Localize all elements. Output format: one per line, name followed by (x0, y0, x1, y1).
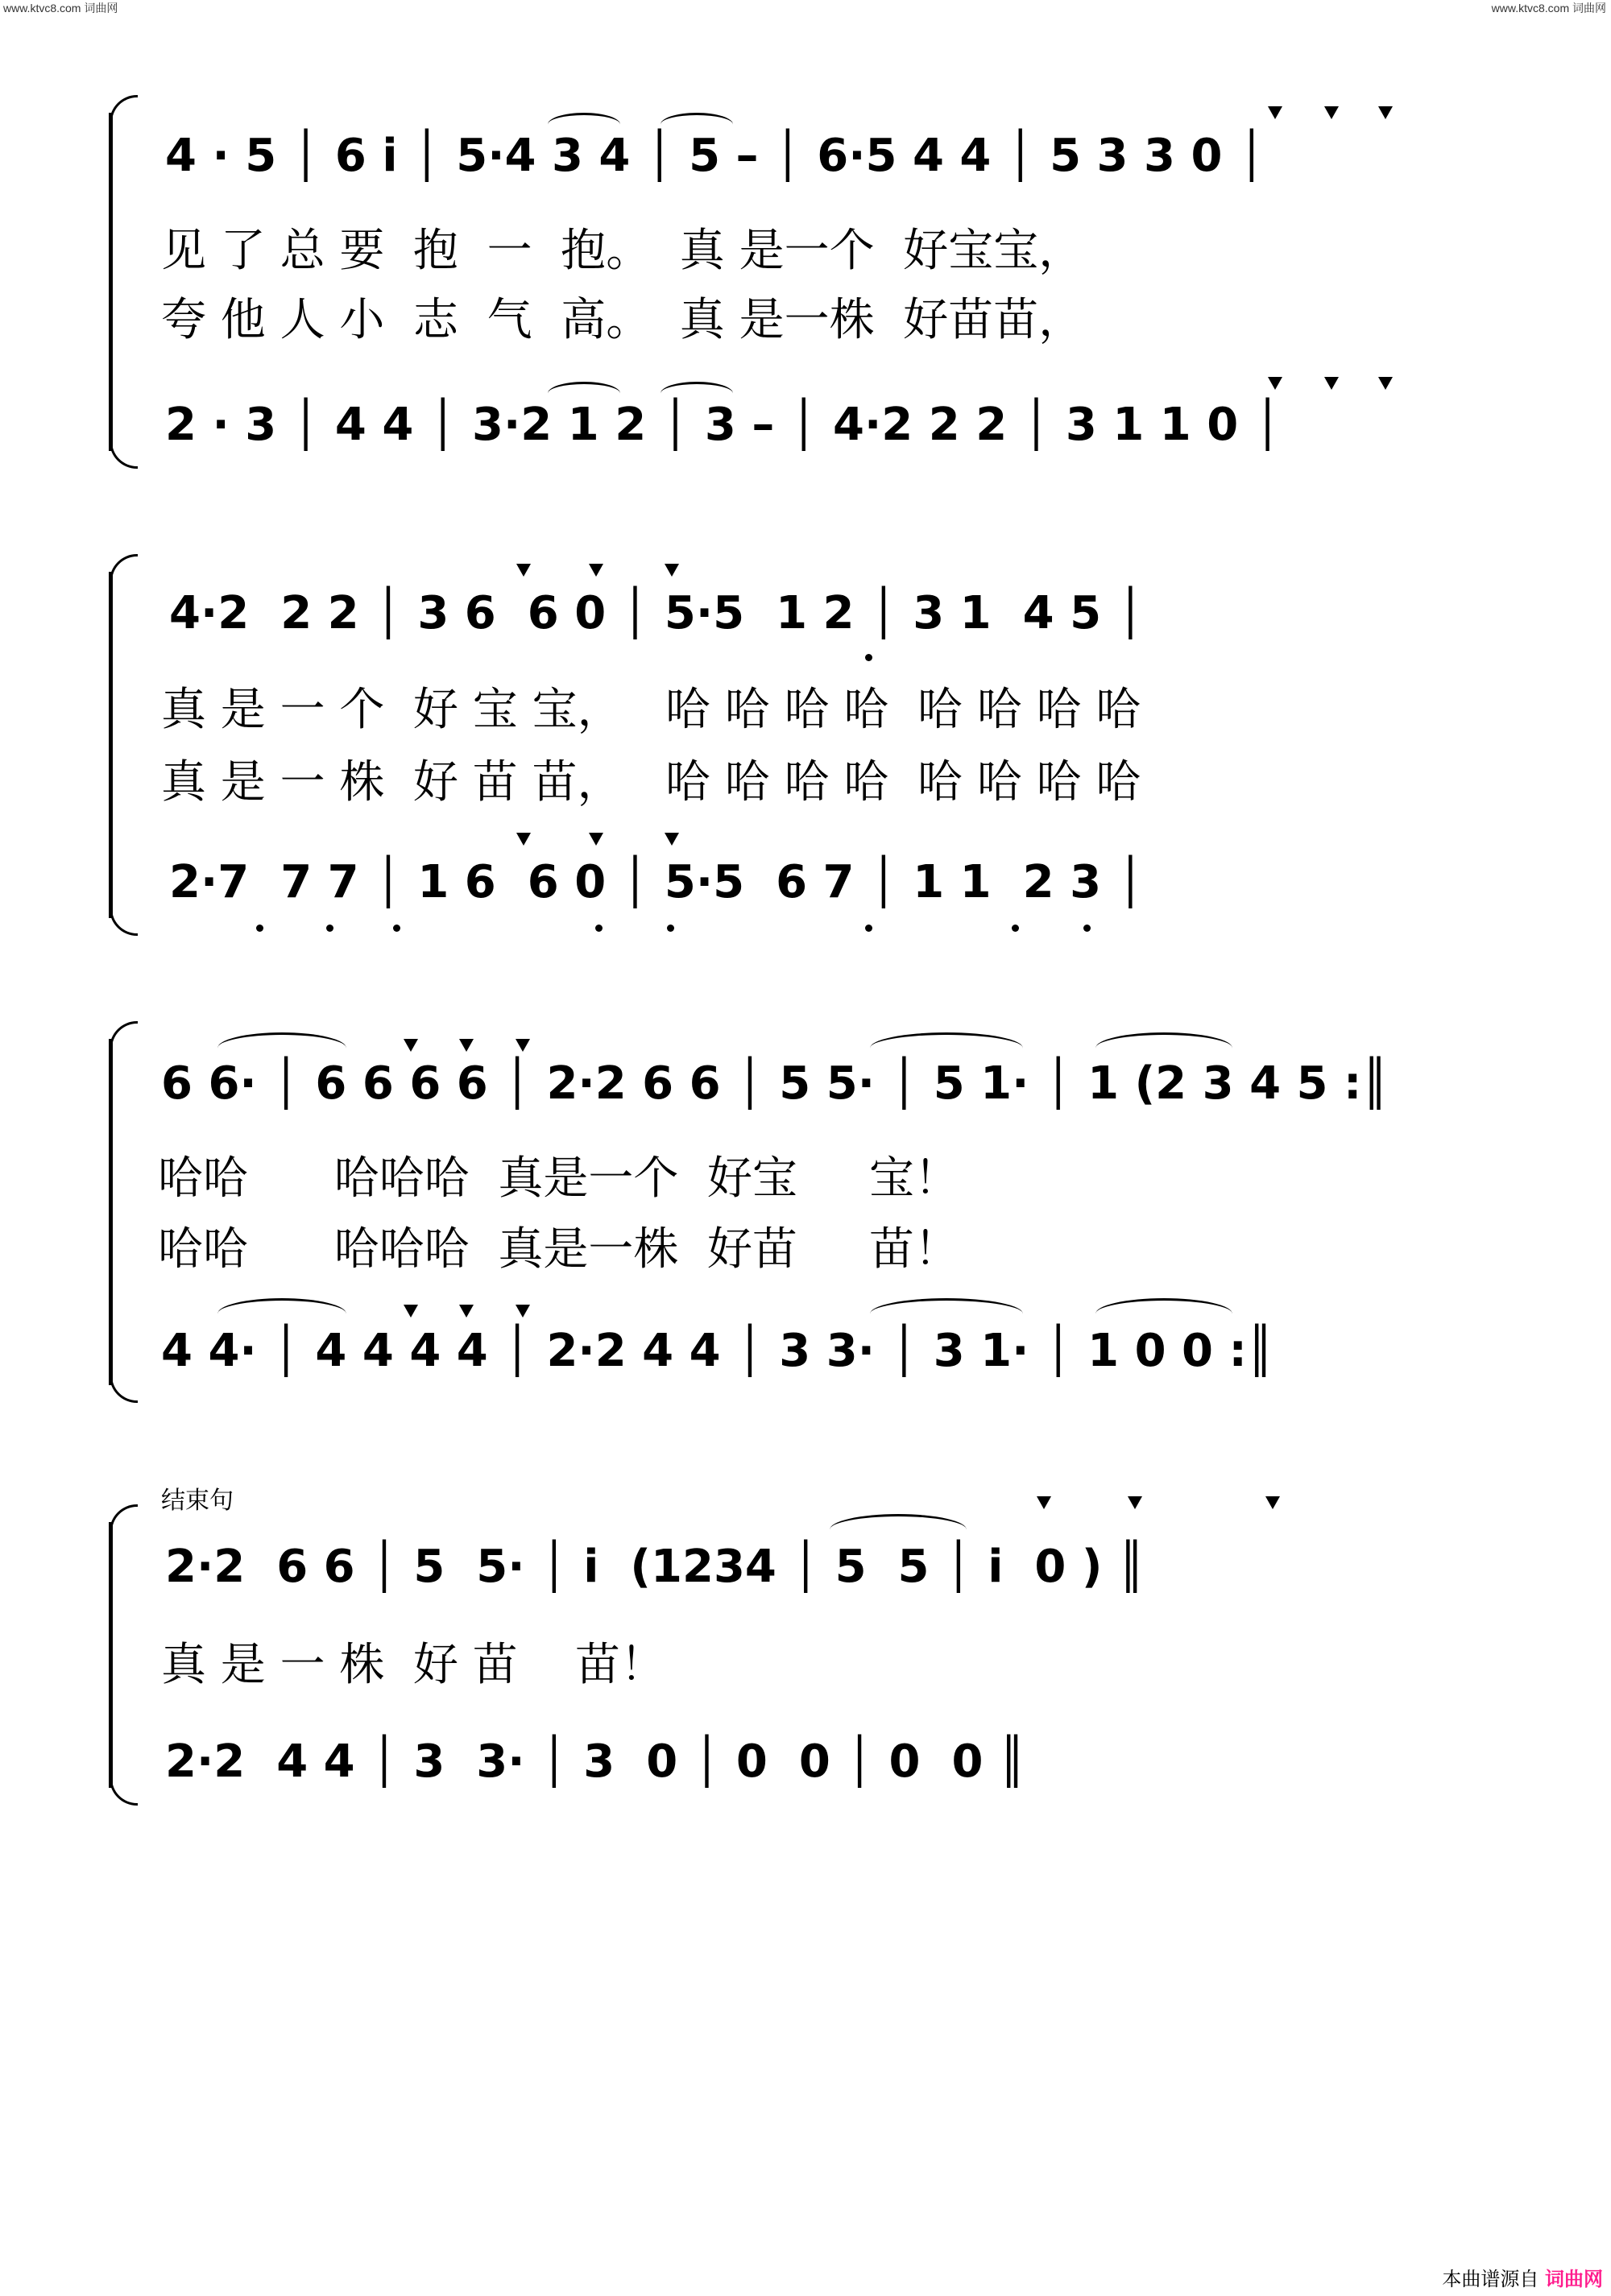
accent-mark (665, 833, 679, 846)
upper-voice-notes: 4·2 2 2 │ 3 6 6 0 │ 5·5 1 2 │ 3 1 4 5 │ (169, 587, 1145, 639)
slur (661, 382, 733, 405)
accent-mark (1037, 1496, 1051, 1509)
lyric-line: 真 是 一 株 好 苗 苗！ (161, 1639, 666, 1691)
footer-brand: 词曲网 (1545, 2268, 1603, 2290)
octave-dot (667, 925, 674, 932)
accent-mark (1268, 106, 1282, 119)
accent-mark (665, 564, 679, 577)
accent-mark (589, 833, 603, 846)
accent-mark (516, 833, 531, 846)
tie (1095, 1032, 1232, 1064)
lyric-verse-1 (0, 1639, 1611, 1715)
lyric-verse-2 (0, 294, 1611, 370)
accent-mark (516, 564, 531, 577)
source-footer (1442, 2263, 1603, 2291)
lower-voice-notes: 2·7 7 7 │ 1 6 6 0 │ 5·5 6 7 │ 1 1 2 3 │ (169, 856, 1145, 908)
slur (661, 113, 733, 136)
octave-dot (393, 925, 400, 932)
lyric-verse-2 (0, 756, 1611, 833)
lower-voice-notes: 4 4· │ 4 4 4 4 │ 2·2 4 4 │ 3 3· │ 3 1· │ 1 0 0 :║ (161, 1325, 1274, 1377)
octave-dot (865, 654, 872, 661)
octave-dot (595, 925, 603, 932)
octave-dot (1012, 925, 1019, 932)
lyric-line: 见 了 总 要 抱 一 抱。 真 是一个 好宝宝， (161, 225, 1084, 277)
octave-dot (256, 925, 263, 932)
tie (1095, 1298, 1232, 1330)
accent-mark (1265, 1496, 1280, 1509)
accent-mark (1378, 377, 1393, 390)
footer-text: 本曲谱源自 (1442, 2268, 1539, 2290)
lyric-line: 哈哈 哈哈哈 真是一个 好宝 宝！ (158, 1152, 960, 1205)
slur (830, 1514, 967, 1545)
lower-voice-notes: 2 · 3 │ 4 4 │ 3·2 1 2 │ 3 – │ 4·2 2 2 │ 3 1 1 0 │ (165, 399, 1282, 451)
lyric-verse-1 (0, 684, 1611, 760)
tie (870, 1032, 1023, 1064)
accent-mark (1378, 106, 1393, 119)
header-site-right: www.ktvc8.com 词曲网 (1491, 2, 1606, 14)
octave-dot (1083, 925, 1091, 932)
lower-voice-notes: 2·2 4 4 │ 3 3· │ 3 0 │ 0 0 │ 0 0 ║ (165, 1735, 1026, 1788)
tie (217, 1298, 346, 1330)
accent-mark (404, 1305, 418, 1318)
accent-mark (1268, 377, 1282, 390)
octave-dot (326, 925, 333, 932)
accent-mark (459, 1039, 474, 1052)
accent-mark (404, 1039, 418, 1052)
accent-mark (516, 1039, 530, 1052)
tie (870, 1298, 1023, 1330)
octave-dot (865, 925, 872, 932)
lyric-verse-1 (0, 225, 1611, 301)
lyric-line: 真 是 一 株 好 苗 苗， 哈 哈 哈 哈 哈 哈 哈 哈 (161, 756, 1141, 809)
lower-voice-line (0, 399, 1611, 475)
lower-voice-line (0, 856, 1611, 933)
accent-mark (516, 1305, 530, 1318)
upper-voice-notes: 2·2 6 6 │ 5 5· │ i (1234 │ 5 5 │ i 0 ) ║ (165, 1541, 1145, 1593)
accent-mark (589, 564, 603, 577)
lyric-line: 真 是 一 个 好 宝 宝， 哈 哈 哈 哈 哈 哈 哈 哈 (161, 684, 1141, 736)
lyric-line: 哈哈 哈哈哈 真是一株 好苗 苗！ (158, 1223, 960, 1276)
slur (548, 113, 620, 136)
accent-mark (1324, 106, 1339, 119)
upper-voice-line (0, 1057, 1611, 1134)
accent-mark (1128, 1496, 1142, 1509)
lyric-verse-1 (0, 1152, 1611, 1229)
header-site-left: www.ktvc8.com 词曲网 (3, 2, 118, 14)
upper-voice-line (0, 587, 1611, 664)
tie (217, 1032, 346, 1064)
upper-voice-line (0, 130, 1611, 206)
slur (548, 382, 620, 405)
coda-label: 结束句 (161, 1487, 234, 1515)
lyric-verse-2 (0, 1223, 1611, 1300)
upper-voice-notes: 6 6· │ 6 6 6 6 │ 2·2 6 6 │ 5 5· │ 5 1· │ 1 (2 3 4 5 :║ (161, 1057, 1389, 1110)
upper-voice-notes: 4 · 5 │ 6 i │ 5·4 3 4 │ 5 – │ 6·5 4 4 │ 5 3 3 0 │ (165, 130, 1265, 182)
lower-voice-line (0, 1735, 1611, 1812)
lyric-line: 夸 他 人 小 志 气 高。 真 是一株 好苗苗， (161, 294, 1084, 346)
accent-mark (459, 1305, 474, 1318)
accent-mark (1324, 377, 1339, 390)
upper-voice-line (0, 1541, 1611, 1617)
lower-voice-line (0, 1325, 1611, 1401)
